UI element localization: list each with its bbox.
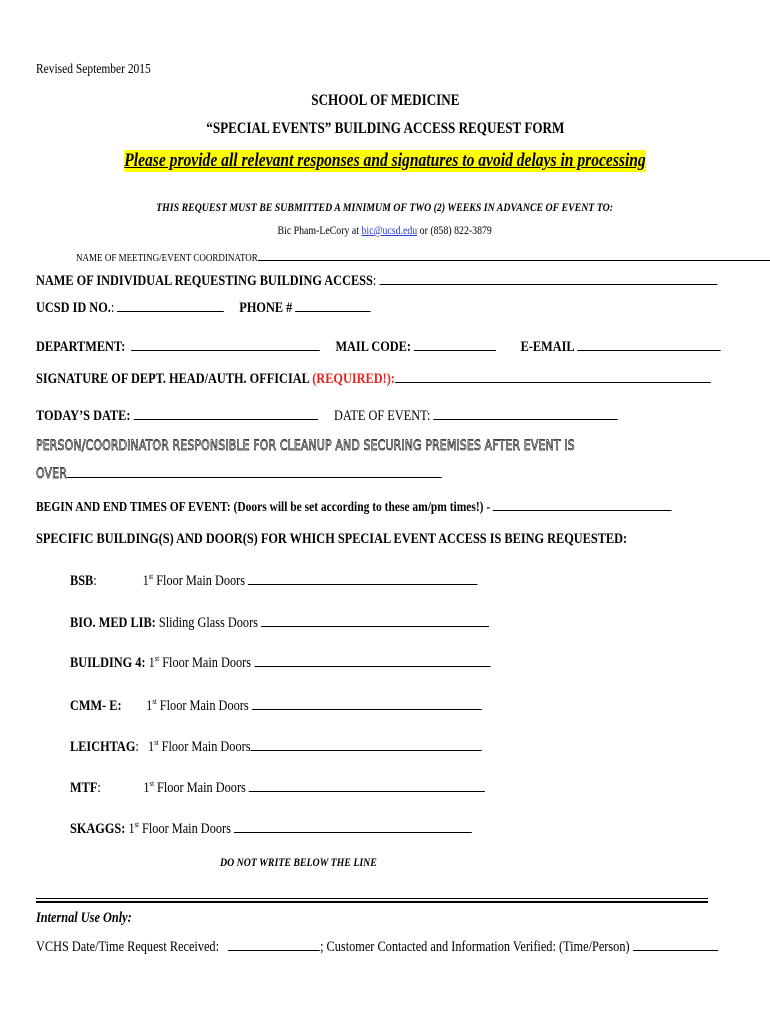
building-row-leichtag: LEICHTAG: 1st Floor Main Doors (70, 736, 572, 756)
building-input-line[interactable] (250, 736, 481, 751)
buildings-heading: SPECIFIC BUILDING(S) AND DOOR(S) FOR WHICH SPECIAL EVENT ACCESS IS BEING REQUESTED: (36, 531, 628, 547)
door-label: 1st Floor Main Doors (142, 572, 246, 589)
building-row-mtf: MTF: 1st Floor Main Doors (70, 777, 576, 797)
building-name: BIO. MED LIB: (70, 615, 156, 631)
building-name: SKAGGS: (70, 821, 126, 837)
door-label: 1st Floor Main Doors (148, 738, 251, 755)
building-input-line[interactable] (254, 652, 490, 667)
door-label: 1st Floor Main Doors (128, 820, 231, 837)
building-name: LEICHTAG (70, 739, 136, 755)
instruction-banner: Please provide all relevant responses and signatures to avoid delays in processing (124, 150, 646, 171)
contact-line (0, 223, 770, 238)
door-label: 1st Floor Main Doors (146, 697, 249, 714)
internal-use-label: Internal Use Only: (36, 910, 132, 926)
form-title: “SPECIAL EVENTS” BUILDING ACCESS REQUEST FORM (205, 120, 565, 137)
department-row (36, 336, 770, 356)
verified-label: ; Customer Contacted and Information Verified: (Time/Person) (320, 939, 630, 955)
building-row-skaggs (70, 818, 560, 838)
door-label: 1st Floor Main Doors (143, 779, 246, 796)
todays-date-input-line[interactable] (134, 405, 319, 420)
deadline-notice: THIS REQUEST MUST BE SUBMITTED A MINIMUM OF TWO (2) WEEKS IN ADVANCE OF EVENT TO: (156, 200, 614, 214)
internal-use-row (36, 936, 770, 956)
signature-row (36, 368, 770, 388)
building-row-building-4 (70, 652, 583, 672)
school-title: SCHOOL OF MEDICINE (310, 92, 460, 109)
building-input-line[interactable] (249, 777, 485, 792)
todays-date-label: TODAY’S DATE: (36, 408, 131, 424)
building-row-bsb: BSB: 1st Floor Main Doors (70, 570, 567, 590)
contact-phone: or (858) 822-3879 (420, 223, 493, 237)
phone-label: PHONE # (239, 300, 293, 316)
cleanup-label-line2: OVER (36, 466, 67, 482)
signature-label: SIGNATURE OF DEPT. HEAD/AUTH. OFFICIAL (36, 371, 310, 387)
building-input-line[interactable] (234, 818, 472, 833)
department-input-line[interactable] (131, 336, 320, 351)
divider-bottom-line (36, 901, 708, 903)
coordinator-field (76, 246, 770, 264)
email-input-line[interactable] (577, 336, 721, 351)
coordinator-input-line[interactable] (258, 246, 770, 261)
times-label: BEGIN AND END TIMES OF EVENT: (Doors will be set according to these am/pm times!) - (36, 500, 491, 515)
requesting-individual-input-line[interactable] (379, 270, 717, 285)
verified-input-line[interactable] (633, 936, 718, 951)
contact-email-link[interactable]: bic@ucsd.edu (361, 223, 418, 237)
do-not-write-notice: DO NOT WRITE BELOW THE LINE (220, 855, 377, 869)
signature-input-line[interactable] (395, 368, 711, 383)
building-input-line[interactable] (248, 570, 478, 585)
signature-required-label: (REQUIRED!): (312, 371, 395, 387)
door-label: 1st Floor Main Doors (148, 654, 252, 671)
times-input-line[interactable] (493, 496, 672, 511)
id-phone-row: UCSD ID NO.: PHONE # (36, 297, 444, 317)
building-input-line[interactable] (261, 612, 489, 627)
ucsd-id-input-line[interactable] (117, 297, 224, 312)
received-input-line[interactable] (228, 936, 320, 951)
requesting-individual-label: NAME OF INDIVIDUAL REQUESTING BUILDING ACCESS (36, 273, 373, 289)
coordinator-label: NAME OF MEETING/EVENT COORDINATOR (76, 252, 258, 264)
ucsd-id-label: UCSD ID NO. (36, 300, 111, 316)
event-date-field (334, 405, 680, 425)
revision-note: Revised September 2015 (36, 62, 151, 77)
building-name: BUILDING 4: (70, 655, 146, 671)
cleanup-input-line[interactable] (67, 463, 441, 478)
building-row-bio-med-lib (70, 612, 581, 632)
cleanup-field (36, 463, 556, 483)
contact-name: Bic Pham-LeCory at (277, 223, 360, 237)
times-row (36, 496, 770, 516)
building-name: CMM- E: (70, 698, 122, 714)
requesting-individual-field: NAME OF INDIVIDUAL REQUESTING BUILDING ACCESS: (36, 270, 770, 290)
department-label: DEPARTMENT: (36, 339, 126, 355)
event-date-input-line[interactable] (433, 405, 618, 420)
phone-input-line[interactable] (295, 297, 370, 312)
dates-row (36, 405, 380, 425)
email-label: E-EMAIL (520, 339, 574, 355)
building-name: BSB (70, 573, 94, 589)
mail-code-input-line[interactable] (414, 336, 496, 351)
building-input-line[interactable] (252, 695, 482, 710)
divider-top-line (36, 898, 708, 899)
building-row-cmm-e (70, 695, 572, 715)
received-label: VCHS Date/Time Request Received: (36, 939, 220, 955)
building-name: MTF (70, 780, 98, 796)
door-label: Sliding Glass Doors (158, 615, 258, 631)
event-date-label: DATE OF EVENT: (334, 408, 431, 424)
cleanup-label-line1: PERSON/COORDINATOR RESPONSIBLE FOR CLEANUP AND SECURING PREMISES AFTER EVENT IS (36, 438, 575, 454)
mail-code-label: MAIL CODE: (335, 339, 411, 355)
